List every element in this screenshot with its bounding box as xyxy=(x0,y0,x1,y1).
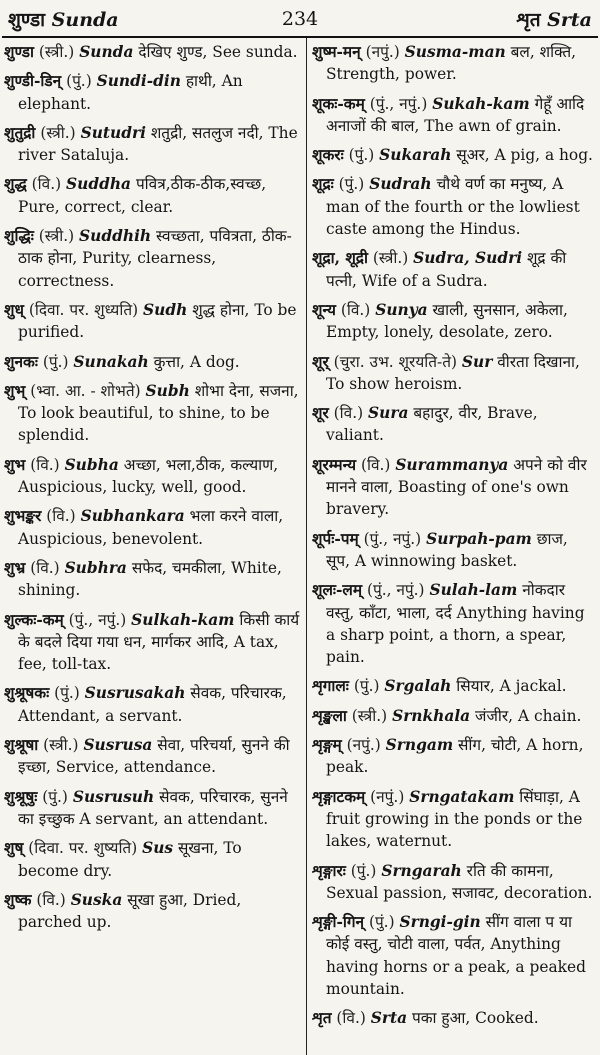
entry-headword: शृङ्गाटकम् xyxy=(312,787,366,806)
entry-definition: शूद्र की पत्नी, Wife of a Sudra. xyxy=(326,249,567,290)
dictionary-entry xyxy=(4,837,300,882)
entry-transliteration: Sukah-kam xyxy=(432,94,530,113)
entry-grammar-label: (स्त्री.) xyxy=(372,249,409,268)
dictionary-entry xyxy=(312,911,596,1000)
entry-definition: सूखा हुआ, Dried, parched up. xyxy=(18,890,242,932)
entry-transliteration: Sus xyxy=(142,839,174,858)
dictionary-entry xyxy=(312,675,596,697)
entry-headword: शृङ्खला xyxy=(312,706,347,725)
dictionary-entry xyxy=(4,70,300,115)
entry-grammar-label: (नपुं.) xyxy=(346,736,381,755)
header-left-hindi: शुण्डा xyxy=(8,9,46,31)
entry-transliteration: Sudh xyxy=(143,300,188,319)
entry-transliteration: Srta xyxy=(370,1009,408,1028)
entry-transliteration: Sur xyxy=(461,352,493,371)
entry-definition: सींग, चोटी, A horn, peak. xyxy=(326,736,584,777)
entry-grammar-label: (वि.) xyxy=(30,558,60,577)
entry-definition: कुत्ता, A dog. xyxy=(153,352,240,371)
entry-definition: सियार, A jackal. xyxy=(456,677,567,696)
entry-definition: सींग वाला प या कोई वस्तु, चोटी वाला, पर्वत, Anything having horns or a peak, a peaked mountain. xyxy=(326,913,586,998)
entry-transliteration: Subh xyxy=(145,381,190,400)
entry-headword: शुभ xyxy=(4,455,26,474)
entry-grammar-label: (पुं.) xyxy=(368,913,395,932)
entry-headword: शुभङ्कर xyxy=(4,507,42,526)
entry-headword: शृङ्गारः xyxy=(312,861,346,880)
entry-transliteration: Sukarah xyxy=(379,146,452,165)
entry-transliteration: Suddha xyxy=(66,175,132,194)
dictionary-entry xyxy=(4,41,300,63)
entry-definition: सूअर, A pig, a hog. xyxy=(456,146,593,165)
dictionary-entry xyxy=(4,173,300,218)
entry-headword: शुद्ध xyxy=(4,175,27,194)
entry-definition: खाली, सुनसान, अकेला, Empty, lonely, desolate, zero. xyxy=(326,300,568,342)
entry-definition: पका हुआ, Cooked. xyxy=(411,1009,539,1028)
entry-headword: शुष्म-मन् xyxy=(312,43,361,61)
dictionary-entry xyxy=(4,505,300,550)
entry-definition: रति की कामना, Sexual passion, सजावट, decoration. xyxy=(326,861,593,902)
entry-grammar-label: (दिवा. पर. शुष्यति) xyxy=(28,839,138,858)
entry-grammar-label: (पुं.) xyxy=(353,677,380,696)
dictionary-entry xyxy=(312,1007,596,1029)
entry-headword: शूलः-लम् xyxy=(312,581,363,600)
entry-headword: शुभ् xyxy=(4,381,26,400)
entry-grammar-label: (स्त्री.) xyxy=(40,123,76,142)
entry-definition: बल, शक्ति, Strength, power. xyxy=(326,43,577,84)
entry-definition: सिंघाड़ा, A fruit growing in the ponds or the lakes, waternut. xyxy=(326,787,583,851)
entry-definition: भला करने वाला, Auspicious, benevolent. xyxy=(18,507,284,548)
entry-grammar-label: (नपुं.) xyxy=(365,43,400,61)
entry-headword: शूद्रा, शूद्री xyxy=(312,249,368,268)
entry-headword: शुश्रूषुः xyxy=(4,787,38,806)
entry-headword: शुद्धिः xyxy=(4,227,34,246)
entry-definition: स्वच्छता, पवित्रता, ठीक-ठाक होना, Purity, clearness, correctness. xyxy=(18,227,292,290)
entry-grammar-label: (पुं., नपुं.) xyxy=(363,529,422,548)
dictionary-entry xyxy=(312,734,596,779)
entry-headword: शुश्रूषा xyxy=(4,736,39,755)
entry-grammar-label: (पुं., नपुं.) xyxy=(366,581,425,600)
entry-headword: शुल्कः-कम् xyxy=(4,610,64,629)
entry-transliteration: Surpah-pam xyxy=(426,529,532,548)
entry-definition: हाथी, An elephant. xyxy=(18,72,243,113)
entry-definition: पवित्र,ठीक-ठीक,स्वच्छ, Pure, correct, clear. xyxy=(18,175,267,216)
entry-definition: अच्छा, भला,ठीक, कल्याण, Auspicious, lucky, well, good. xyxy=(18,455,279,497)
entry-definition: शतुद्री, सतलुज नदी, The river Sataluja. xyxy=(18,123,298,165)
page-number: 234 xyxy=(281,8,319,30)
entry-grammar-label: (वि.) xyxy=(36,890,66,909)
dictionary-entry xyxy=(312,454,596,521)
entry-transliteration: Subhra xyxy=(64,558,127,577)
entry-grammar-label: (वि.) xyxy=(46,507,76,526)
entry-headword: शृत xyxy=(312,1009,332,1028)
dictionary-entry xyxy=(4,682,300,727)
entry-transliteration: Surammanya xyxy=(395,455,509,474)
entry-headword: शुभ्र xyxy=(4,558,26,577)
dictionary-entry xyxy=(312,144,596,166)
entry-definition: सफेद, चमकीला, White, shining. xyxy=(18,558,282,600)
dictionary-entry xyxy=(312,173,596,240)
dictionary-entry xyxy=(312,860,596,905)
dictionary-entry xyxy=(4,889,300,934)
entry-definition: गेहूँ आदि अनाजों की बाल, The awn of grain. xyxy=(326,94,585,135)
entry-definition: किसी कार्य के बदले दिया गया धन, मार्गकर आदि, A tax, fee, toll-tax. xyxy=(18,610,300,674)
entry-transliteration: Srngi-gin xyxy=(399,913,481,932)
entry-grammar-label: (पुं.) xyxy=(54,684,80,703)
entry-transliteration: Susrusa xyxy=(83,736,153,755)
entry-grammar-label: (स्त्री.) xyxy=(43,736,79,755)
entry-transliteration: Srngatakam xyxy=(409,787,515,806)
entry-transliteration: Sundi-din xyxy=(96,72,181,91)
entry-definition: अपने को वीर मानने वाला, Boasting of one's own bravery. xyxy=(326,455,587,519)
entry-transliteration: Sunda xyxy=(79,43,134,61)
dictionary-entry xyxy=(312,299,596,344)
page-header xyxy=(0,0,600,34)
column-divider xyxy=(306,38,307,1055)
dictionary-entry xyxy=(312,402,596,447)
entry-definition: चौथे वर्ण का मनुष्य, A man of the fourth or the lowliest caste among the Hindus. xyxy=(326,175,580,239)
entry-grammar-label: (वि.) xyxy=(340,300,371,319)
dictionary-entry xyxy=(4,454,300,499)
dictionary-entry xyxy=(4,786,300,831)
entry-headword: शूकः-कम् xyxy=(312,94,365,113)
entry-headword: शूर् xyxy=(312,352,329,371)
entry-headword: शृगालः xyxy=(312,677,349,696)
entry-transliteration: Srgalah xyxy=(384,677,452,696)
header-left-translit: Sunda xyxy=(51,9,119,31)
entry-transliteration: Sudrah xyxy=(369,175,432,194)
entry-transliteration: Sutudri xyxy=(80,123,146,142)
entry-headword: शुतुद्री xyxy=(4,123,36,142)
dictionary-entry xyxy=(312,786,596,853)
entry-headword: शूरम्मन्य xyxy=(312,455,357,474)
entry-headword: शूर xyxy=(312,404,329,423)
header-right-translit: Srta xyxy=(547,9,592,31)
entry-definition: शुद्ध होना, To be purified. xyxy=(18,300,297,342)
entry-grammar-label: (वि.) xyxy=(360,455,391,474)
entry-headword: शुनकः xyxy=(4,352,38,371)
entry-headword: शुण्डा xyxy=(4,43,34,61)
entry-headword: शृङ्गम् xyxy=(312,736,342,755)
entry-headword: शुध् xyxy=(4,300,24,319)
entry-headword: शूद्रः xyxy=(312,175,334,194)
entry-grammar-label: (नपुं.) xyxy=(370,787,405,806)
entry-grammar-label: (पुं.) xyxy=(42,787,68,806)
entry-grammar-label: (पुं.) xyxy=(348,146,375,165)
dictionary-entry xyxy=(312,705,596,727)
dictionary-entry xyxy=(4,609,300,676)
entry-headword: शुण्डी-डिन् xyxy=(4,72,62,91)
dictionary-entry xyxy=(312,41,596,86)
entry-transliteration: Subha xyxy=(64,455,119,474)
right-column xyxy=(312,41,596,1051)
entry-definition: नोकदार वस्तु, काँटा, भाला, दर्द Anything having a sharp point, a thorn, a spear, pain. xyxy=(326,581,585,667)
dictionary-entry xyxy=(4,351,300,373)
entry-transliteration: Srngarah xyxy=(381,861,462,880)
entry-transliteration: Sunakah xyxy=(73,352,149,371)
entry-definition: सेवक, परिचारक, सुनने का इच्छुक A servant, an attendant. xyxy=(18,787,288,828)
dictionary-entry xyxy=(312,579,596,668)
entry-grammar-label: (चुरा. उभ. शूरयति-ते) xyxy=(333,352,457,371)
entry-grammar-label: (वि.) xyxy=(30,455,60,474)
entry-transliteration: Suska xyxy=(70,890,123,909)
entry-transliteration: Sulkah-kam xyxy=(131,610,235,629)
entry-headword: शुश्रूषकः xyxy=(4,684,50,703)
entry-transliteration: Sulah-lam xyxy=(429,581,518,600)
entry-headword: शृङ्गी-गिन् xyxy=(312,913,365,932)
dictionary-entry xyxy=(4,380,300,447)
entry-transliteration: Sura xyxy=(368,404,409,423)
dictionary-entry xyxy=(312,528,596,573)
entry-grammar-label: (वि.) xyxy=(333,404,364,423)
dictionary-entry xyxy=(4,225,300,292)
entry-grammar-label: (पुं.) xyxy=(338,175,365,194)
entry-headword: शुष् xyxy=(4,839,24,858)
dictionary-entry xyxy=(312,351,596,396)
entry-transliteration: Susrusakah xyxy=(84,684,186,703)
entry-definition: छाज, सूप, A winnowing basket. xyxy=(326,529,568,570)
entry-definition: शोभा देना, सजना, To look beautiful, to shine, to be splendid. xyxy=(18,381,299,445)
entry-grammar-label: (पुं.) xyxy=(350,861,377,880)
entry-definition: जंजीर, A chain. xyxy=(475,706,582,725)
dictionary-entry xyxy=(312,247,596,292)
dictionary-entry xyxy=(4,299,300,344)
entry-grammar-label: (दिवा. पर. शुध्यति) xyxy=(28,300,139,319)
entry-grammar-label: (पुं., नपुं.) xyxy=(369,94,428,113)
entry-definition: वीरता दिखाना, To show heroism. xyxy=(326,352,580,393)
entry-transliteration: Sudra, Sudri xyxy=(413,249,523,268)
entry-grammar-label: (वि.) xyxy=(31,175,62,194)
entry-headword: शूकरः xyxy=(312,146,344,165)
entry-grammar-label: (पुं.) xyxy=(66,72,92,91)
entry-headword: शुष्क xyxy=(4,890,32,909)
entry-grammar-label: (पुं., नपुं.) xyxy=(68,610,127,629)
dictionary-entry xyxy=(4,122,300,167)
entry-grammar-label: (पुं.) xyxy=(42,352,69,371)
left-column xyxy=(4,41,300,1051)
entry-headword: शूर्पः-पम् xyxy=(312,529,359,548)
entry-grammar-label: (भ्वा. आ. - शोभते) xyxy=(30,381,141,400)
entry-grammar-label: (स्त्री.) xyxy=(351,706,388,725)
entry-headword: शून्य xyxy=(312,300,336,319)
entry-transliteration: Sunya xyxy=(375,300,428,319)
entry-grammar-label: (स्त्री.) xyxy=(38,227,75,246)
entry-transliteration: Susma-man xyxy=(404,43,506,61)
header-rule xyxy=(2,36,598,38)
entry-transliteration: Srnkhala xyxy=(392,706,471,725)
entry-transliteration: Srngam xyxy=(385,736,454,755)
entry-transliteration: Suddhih xyxy=(79,227,152,246)
entry-definition: सेवा, परिचर्या, सुनने की इच्छा, Service, attendance. xyxy=(18,736,290,777)
entry-transliteration: Subhankara xyxy=(80,507,185,526)
entry-grammar-label: (वि.) xyxy=(336,1009,366,1028)
entry-definition: देखिए शुण्ड, See sunda. xyxy=(138,43,298,61)
dictionary-entry xyxy=(4,734,300,779)
entry-transliteration: Susrusuh xyxy=(72,787,155,806)
entry-definition: बहादुर, वीर, Brave, valiant. xyxy=(326,404,538,445)
dictionary-entry xyxy=(312,93,596,138)
header-right-hindi: शृत xyxy=(516,9,541,31)
dictionary-entry xyxy=(4,557,300,602)
entry-definition: सेवक, परिचारक, Attendant, a servant. xyxy=(18,684,287,725)
entry-definition: सूखना, To become dry. xyxy=(18,839,242,880)
header-right-guideword xyxy=(516,6,592,32)
entry-grammar-label: (स्त्री.) xyxy=(38,43,75,61)
